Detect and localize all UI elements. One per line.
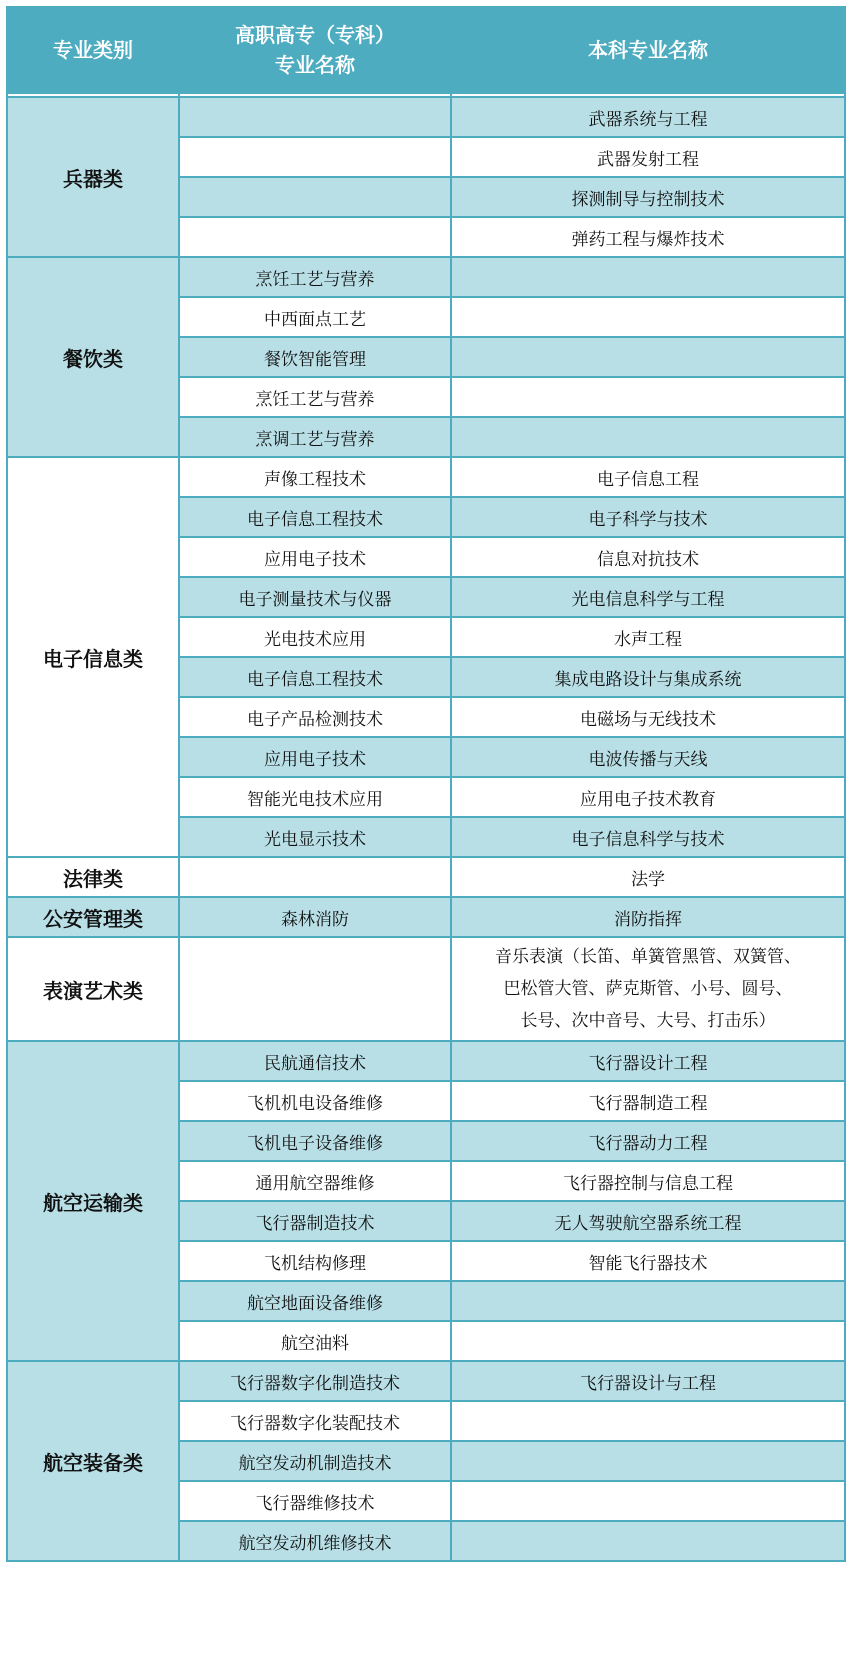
category-cell: 表演艺术类	[7, 937, 179, 1041]
vocational-major-cell: 电子信息工程技术	[179, 497, 451, 537]
header-undergrad: 本科专业名称	[451, 7, 845, 93]
vocational-major-cell: 电子产品检测技术	[179, 697, 451, 737]
undergrad-major-cell	[451, 1481, 845, 1521]
undergrad-major-cell: 飞行器控制与信息工程	[451, 1161, 845, 1201]
vocational-major-cell	[179, 937, 451, 1041]
vocational-major-cell	[179, 97, 451, 137]
undergrad-major-cell	[451, 417, 845, 457]
vocational-major-cell: 飞行器数字化装配技术	[179, 1401, 451, 1441]
table-row	[7, 457, 845, 497]
category-cell: 航空装备类	[7, 1361, 179, 1561]
table-row	[7, 937, 845, 1041]
header-vocational-line1: 高职高专（专科）	[235, 23, 395, 47]
undergrad-major-cell	[451, 1441, 845, 1481]
vocational-major-cell: 航空发动机维修技术	[179, 1521, 451, 1561]
vocational-major-cell: 应用电子技术	[179, 537, 451, 577]
category-cell: 餐饮类	[7, 257, 179, 457]
undergrad-major-cell: 信息对抗技术	[451, 537, 845, 577]
vocational-major-cell	[179, 857, 451, 897]
vocational-major-cell: 飞机电子设备维修	[179, 1121, 451, 1161]
vocational-major-cell: 光电技术应用	[179, 617, 451, 657]
category-cell: 电子信息类	[7, 457, 179, 857]
undergrad-major-cell	[451, 937, 845, 1041]
header-vocational-line2: 专业名称	[275, 53, 355, 77]
undergrad-major-cell	[451, 297, 845, 337]
undergrad-major-cell: 探测制导与控制技术	[451, 177, 845, 217]
undergrad-major-cell: 法学	[451, 857, 845, 897]
undergrad-major-cell	[451, 1401, 845, 1441]
major-mapping-table	[6, 6, 846, 1562]
vocational-major-cell: 民航通信技术	[179, 1041, 451, 1081]
undergrad-major-cell: 电磁场与无线技术	[451, 697, 845, 737]
undergrad-major-cell: 弹药工程与爆炸技术	[451, 217, 845, 257]
undergrad-major-cell: 电子科学与技术	[451, 497, 845, 537]
undergrad-major-cell	[451, 337, 845, 377]
undergrad-major-cell	[451, 377, 845, 417]
vocational-major-cell: 森林消防	[179, 897, 451, 937]
undergrad-major-cell: 智能飞行器技术	[451, 1241, 845, 1281]
undergrad-major-cell: 应用电子技术教育	[451, 777, 845, 817]
category-cell: 法律类	[7, 857, 179, 897]
undergrad-major-cell	[451, 1321, 845, 1361]
undergrad-major-cell: 武器系统与工程	[451, 97, 845, 137]
undergrad-major-line: 巴松管大管、萨克斯管、小号、圆号、	[503, 979, 793, 999]
undergrad-major-cell: 飞行器设计与工程	[451, 1361, 845, 1401]
vocational-major-cell: 餐饮智能管理	[179, 337, 451, 377]
vocational-major-cell: 烹饪工艺与营养	[179, 257, 451, 297]
vocational-major-cell: 电子测量技术与仪器	[179, 577, 451, 617]
undergrad-major-cell: 电子信息科学与技术	[451, 817, 845, 857]
vocational-major-cell: 飞行器数字化制造技术	[179, 1361, 451, 1401]
undergrad-major-cell: 电波传播与天线	[451, 737, 845, 777]
undergrad-major-cell: 飞行器动力工程	[451, 1121, 845, 1161]
header-category: 专业类别	[7, 7, 179, 93]
undergrad-major-line: 音乐表演（长笛、单簧管黑管、双簧管、	[495, 947, 801, 967]
vocational-major-cell: 通用航空器维修	[179, 1161, 451, 1201]
undergrad-major-cell	[451, 1521, 845, 1561]
vocational-major-cell: 声像工程技术	[179, 457, 451, 497]
undergrad-major-cell	[451, 1281, 845, 1321]
table-row	[7, 857, 845, 897]
vocational-major-cell: 航空发动机制造技术	[179, 1441, 451, 1481]
vocational-major-cell: 飞行器制造技术	[179, 1201, 451, 1241]
vocational-major-cell: 飞机结构修理	[179, 1241, 451, 1281]
table-row	[7, 1361, 845, 1401]
undergrad-major-cell	[451, 257, 845, 297]
table-body	[7, 93, 845, 1561]
vocational-major-cell: 中西面点工艺	[179, 297, 451, 337]
undergrad-major-cell: 无人驾驶航空器系统工程	[451, 1201, 845, 1241]
vocational-major-cell: 电子信息工程技术	[179, 657, 451, 697]
vocational-major-cell: 烹调工艺与营养	[179, 417, 451, 457]
undergrad-major-cell: 集成电路设计与集成系统	[451, 657, 845, 697]
vocational-major-cell	[179, 217, 451, 257]
undergrad-major-cell: 光电信息科学与工程	[451, 577, 845, 617]
vocational-major-cell: 应用电子技术	[179, 737, 451, 777]
table-header	[7, 7, 845, 93]
undergrad-major-cell: 飞行器设计工程	[451, 1041, 845, 1081]
vocational-major-cell: 航空油料	[179, 1321, 451, 1361]
vocational-major-cell: 智能光电技术应用	[179, 777, 451, 817]
vocational-major-cell: 飞行器维修技术	[179, 1481, 451, 1521]
undergrad-major-cell: 武器发射工程	[451, 137, 845, 177]
table-row	[7, 257, 845, 297]
undergrad-major-cell: 电子信息工程	[451, 457, 845, 497]
vocational-major-cell: 光电显示技术	[179, 817, 451, 857]
category-cell: 公安管理类	[7, 897, 179, 937]
vocational-major-cell	[179, 137, 451, 177]
undergrad-major-cell: 消防指挥	[451, 897, 845, 937]
category-cell: 兵器类	[7, 97, 179, 257]
vocational-major-cell: 航空地面设备维修	[179, 1281, 451, 1321]
table-row	[7, 897, 845, 937]
undergrad-major-line: 长号、次中音号、大号、打击乐）	[520, 1011, 776, 1031]
undergrad-major-cell: 水声工程	[451, 617, 845, 657]
vocational-major-cell	[179, 177, 451, 217]
category-cell: 航空运输类	[7, 1041, 179, 1361]
table-row	[7, 1041, 845, 1081]
header-vocational	[179, 7, 451, 93]
vocational-major-cell: 飞机机电设备维修	[179, 1081, 451, 1121]
vocational-major-cell: 烹饪工艺与营养	[179, 377, 451, 417]
table-row	[7, 97, 845, 137]
undergrad-major-cell: 飞行器制造工程	[451, 1081, 845, 1121]
